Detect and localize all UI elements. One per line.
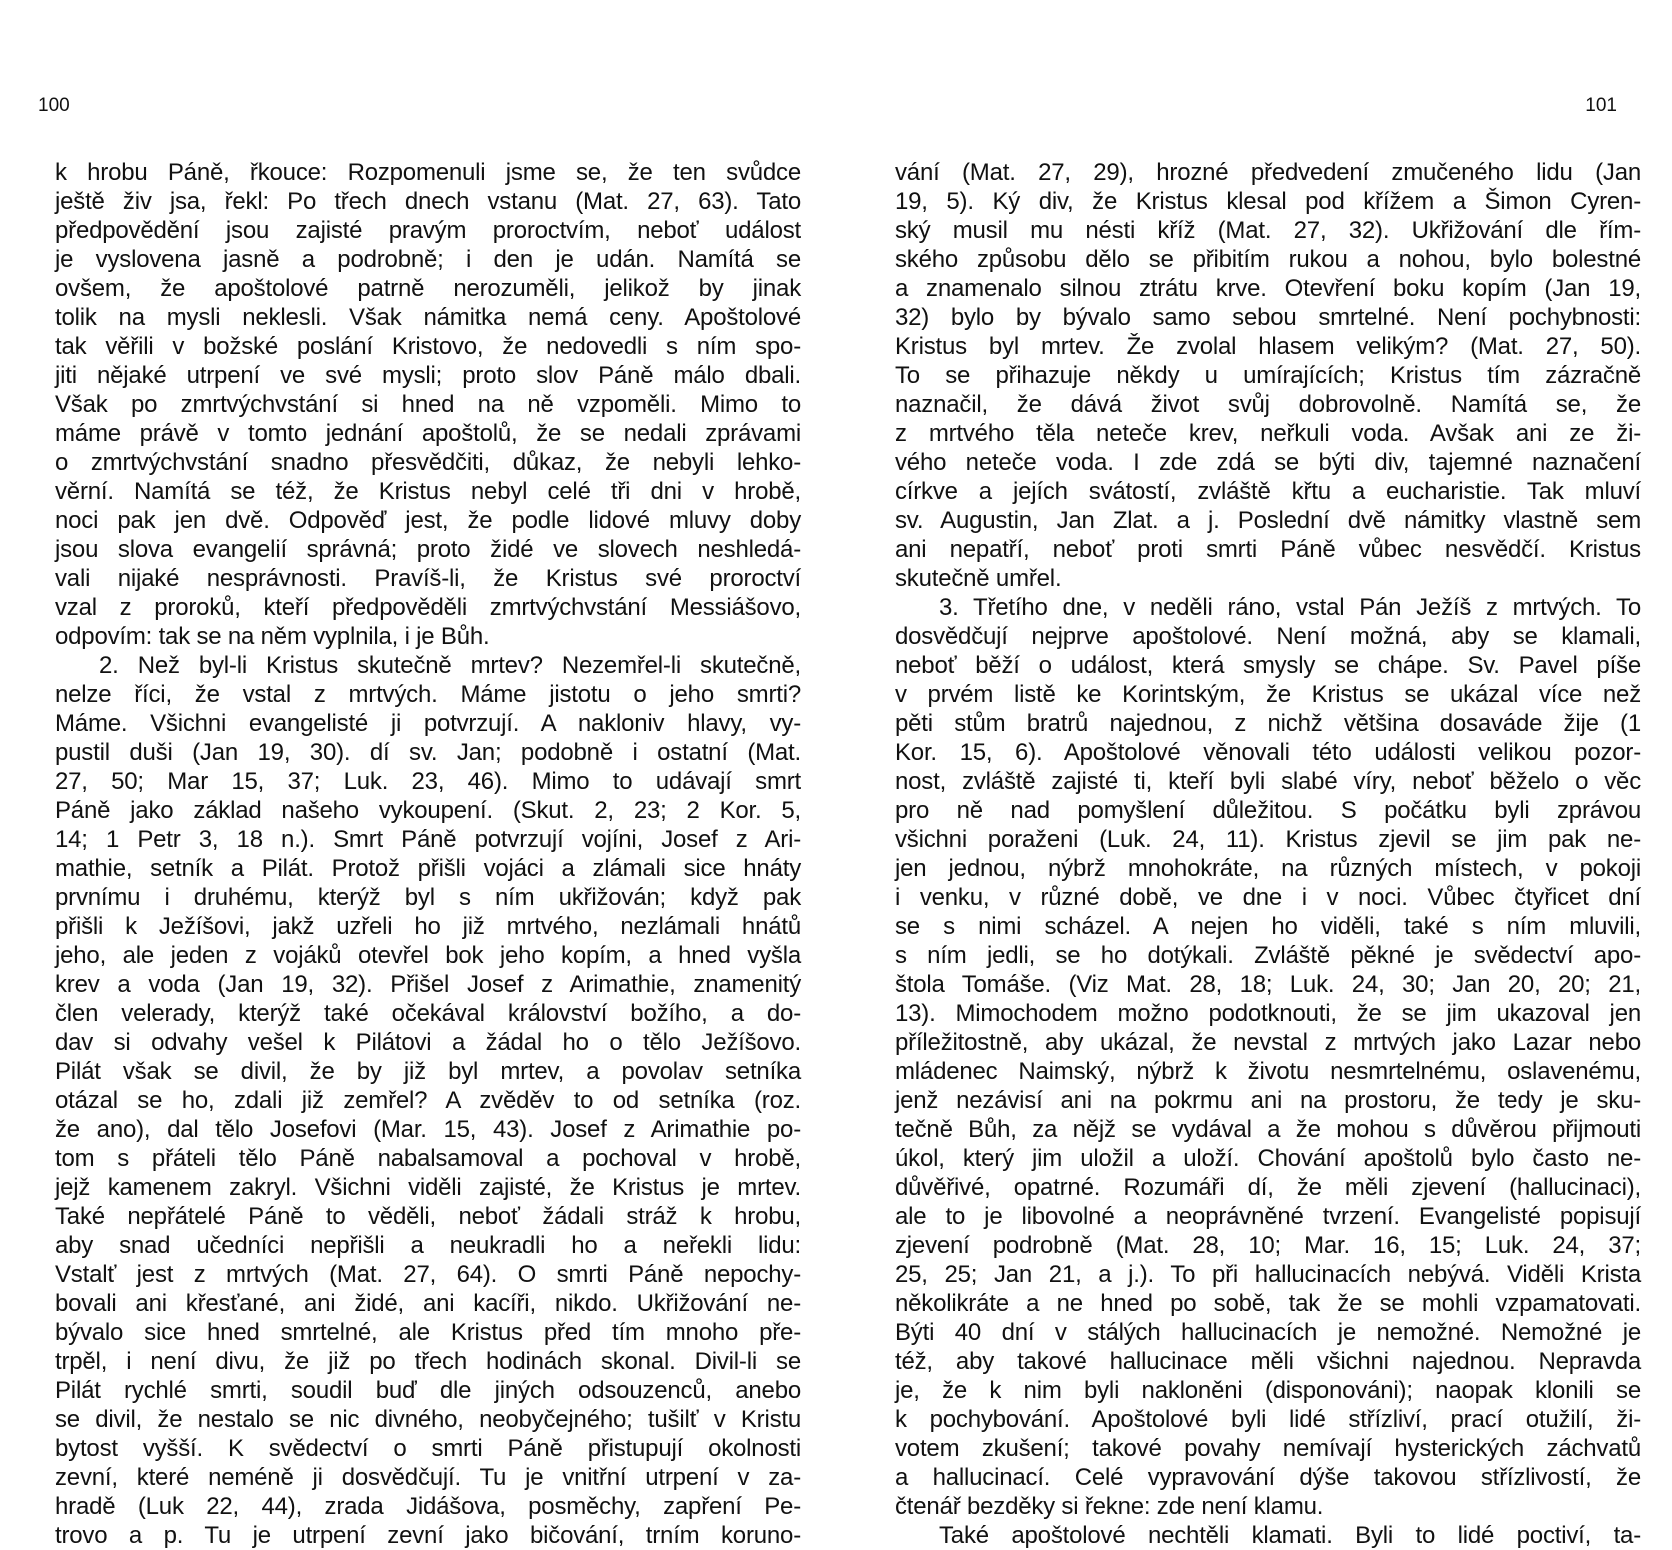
text-line: přišli k Ježíšovi, jakž uzřeli ho již mrtvého, nezlámali hnátů xyxy=(55,913,801,940)
text-line: nelze říci, že vstal z mrtvých. Máme jistotu o jeho smrti? xyxy=(55,681,801,708)
text-line: vzal z proroků, kteří předpověděli zmrtvýchvstání Messiášovo, xyxy=(55,594,801,621)
text-line: mathie, setník a Pilát. Protož přišli vojáci a zlámali sice hnáty xyxy=(55,855,801,882)
text-line: bývalo sice hned smrtelné, ale Kristus před tím mnoho pře- xyxy=(55,1319,801,1346)
text-line: tak věřili v božské poslání Kristovo, že nedovedli s ním spo- xyxy=(55,333,801,360)
text-line: tom s přáteli tělo Páně nabalsamoval a pochoval v hrobě, xyxy=(55,1145,801,1172)
text-line: tečně Bůh, za nějž se vydával a že mohou s důvěrou přijmouti xyxy=(895,1116,1641,1143)
text-line: bytost vyšší. K svědectví o smrti Páně přistupují okolnosti xyxy=(55,1435,801,1462)
text-line: To se přihazuje někdy u umírajících; Kristus tím zázračně xyxy=(895,362,1641,389)
text-line: a hallucinací. Celé vypravování dýše takovou střízlivostí, že xyxy=(895,1464,1641,1491)
text-line: o zmrtvýchvstání snadno přesvědčiti, důkaz, že nebyli lehko- xyxy=(55,449,801,476)
text-line: vání (Mat. 27, 29), hrozné předvedení zmučeného lidu (Jan xyxy=(895,159,1641,186)
text-line: z mrtvého těla neteče krev, neřkuli voda. Avšak ani ze ži- xyxy=(895,420,1641,447)
text-line: mládenec Naimský, nýbrž k životu nesmrtelnému, oslavenému, xyxy=(895,1058,1641,1085)
text-line: zevní, které neméně ji dosvědčují. Tu je vnitřní utrpení v za- xyxy=(55,1464,801,1491)
text-line: zjevení podrobně (Mat. 28, 10; Mar. 16, 15; Luk. 24, 37; xyxy=(895,1232,1641,1259)
text-line: člen velerady, kterýž také očekával království božího, a do- xyxy=(55,1000,801,1027)
text-line: naznačil, že dává život svůj dobrovolně. Namítá se, že xyxy=(895,391,1641,418)
text-line: 13). Mimochodem možno podotknouti, že se jim ukazoval jen xyxy=(895,1000,1641,1027)
text-line: 19, 5). Ký div, že Kristus klesal pod křížem a Šimon Cyren- xyxy=(895,188,1641,215)
text-line: je vyslovena jasně a podrobně; i den je udán. Namítá se xyxy=(55,246,801,273)
text-line: Také apoštolové nechtěli klamati. Byli to lidé poctiví, ta- xyxy=(939,1522,1641,1549)
left-page-number: 100 xyxy=(38,95,70,116)
text-line: jen jednou, nýbrž mnohokráte, na různých místech, v pokoji xyxy=(895,855,1641,882)
text-line: aby snad učedníci nepřišli a neukradli ho a neřekli lidu: xyxy=(55,1232,801,1259)
text-line: čtenář bezděky si řekne: zde není klamu. xyxy=(895,1493,1324,1520)
text-line: několikráte a ne hned po sobě, tak že se mohli vzpamatovati. xyxy=(895,1290,1641,1317)
text-line: votem zkušení; takové povahy nemívají hysterických záchvatů xyxy=(895,1435,1641,1462)
text-line: ale to je libovolné a neoprávněné tvrzení. Evangelisté popisují xyxy=(895,1203,1641,1230)
text-line: věrní. Namítá se též, že Kristus nebyl celé tři dni v hrobě, xyxy=(55,478,801,505)
text-line: Pilát však se divil, že by již byl mrtev, a povolav setníka xyxy=(55,1058,801,1085)
text-line: nost, zvláště zajisté ti, kteří byli slabé víry, neboť běželo o věc xyxy=(895,768,1641,795)
text-line: hradě (Luk 22, 44), zrada Jidášova, posměchy, zapření Pe- xyxy=(55,1493,801,1520)
text-line: všichni poraženi (Luk. 24, 11). Kristus zjevil se jim pak ne- xyxy=(895,826,1641,853)
text-line: vého neteče voda. I zde zdá se býti div, tajemné naznačení xyxy=(895,449,1641,476)
text-line: vali nijaké nesprávnosti. Pravíš-li, že Kristus své proroctví xyxy=(55,565,801,592)
text-line: 14; 1 Petr 3, 18 n.). Smrt Páně potvrzují vojíni, Josef z Ari- xyxy=(55,826,801,853)
text-line: s ním jedli, se ho dotýkali. Zvláště pěkné je svědectví apo- xyxy=(895,942,1641,969)
text-line: odpovím: tak se na něm vyplnila, i je Bůh. xyxy=(55,623,490,650)
text-line: otázal se ho, zdali již zemřel? A zvěděv to od setníka (roz. xyxy=(55,1087,801,1114)
text-line: skutečně umřel. xyxy=(895,565,1062,592)
text-line: 27, 50; Mar 15, 37; Luk. 23, 46). Mimo to udávají smrt xyxy=(55,768,801,795)
text-line: Máme. Všichni evangelisté ji potvrzují. A nakloniv hlavy, vy- xyxy=(55,710,801,737)
text-line: ještě živ jsa, řekl: Po třech dnech vstanu (Mat. 27, 63). Tato xyxy=(55,188,801,215)
text-line: úkol, který jim uložil a uloží. Chování apoštolů bylo často ne- xyxy=(895,1145,1641,1172)
text-line: jejž kamenem zakryl. Všichni viděli zajisté, že Kristus je mrtev. xyxy=(55,1174,801,1201)
text-line: dav si odvahy vešel k Pilátovi a žádal ho o tělo Ježíšovo. xyxy=(55,1029,801,1056)
text-line: neboť běží o událost, která smysly se chápe. Sv. Pavel píše xyxy=(895,652,1641,679)
text-line: bovali ani křesťané, ani židé, ani kacíři, nikdo. Ukřižování ne- xyxy=(55,1290,801,1317)
text-line: i venku, v různé době, ve dne i v noci. Vůbec čtyřicet dní xyxy=(895,884,1641,911)
text-line: ani nepatří, neboť proti smrti Páně vůbec nesvědčí. Kristus xyxy=(895,536,1641,563)
text-line: sv. Augustin, Jan Zlat. a j. Poslední dvě námitky vlastně sem xyxy=(895,507,1641,534)
text-line: předpovědění jsou zajisté pravým proroctvím, neboť událost xyxy=(55,217,801,244)
text-line: krev a voda (Jan 19, 32). Přišel Josef z Arimathie, znamenitý xyxy=(55,971,801,998)
text-line: máme právě v tomto jednání apoštolů, že se nedali zprávami xyxy=(55,420,801,447)
text-line: 3. Třetího dne, v neděli ráno, vstal Pán Ježíš z mrtvých. To xyxy=(939,594,1641,621)
text-line: ský musil mu nésti kříž (Mat. 27, 32). Ukřižování dle řím- xyxy=(895,217,1641,244)
text-line: jeho, ale jeden z vojáků otevřel bok jeho kopím, a hned vyšla xyxy=(55,942,801,969)
text-line: Vstalť jest z mrtvých (Mat. 27, 64). O smrti Páně nepochy- xyxy=(55,1261,801,1288)
right-page-number: 101 xyxy=(1585,95,1617,116)
text-line: je, že k nim byli nakloněni (disponováni); naopak klonili se xyxy=(895,1377,1641,1404)
text-line: jsou slova evangelií správná; proto židé ve slovech neshledá- xyxy=(55,536,801,563)
text-line: Však po zmrtvýchvstání si hned na ně vzpoměli. Mimo to xyxy=(55,391,801,418)
text-line: Také nepřátelé Páně to věděli, neboť žádali stráž k hrobu, xyxy=(55,1203,801,1230)
text-line: 32) bylo by bývalo samo sebou smrtelné. Není pochybnosti: xyxy=(895,304,1641,331)
text-line: dosvědčují nejprve apoštolové. Není možná, aby se klamali, xyxy=(895,623,1641,650)
text-line: trovo a p. Tu je utrpení zevní jako bičování, trním koruno- xyxy=(55,1522,801,1549)
text-line: ovšem, že apoštolové patrně nerozuměli, jelikož by jinak xyxy=(55,275,801,302)
text-line: se divil, že nestalo se nic divného, neobyčejného; tušilť v Kristu xyxy=(55,1406,801,1433)
text-line: k pochybování. Apoštolové byli lidé střízliví, prací otužilí, ži- xyxy=(895,1406,1641,1433)
text-line: Kor. 15, 6). Apoštolové věnovali této události velikou pozor- xyxy=(895,739,1641,766)
text-line: k hrobu Páně, řkouce: Rozpomenuli jsme se, že ten svůdce xyxy=(55,159,801,186)
text-line: pustil duši (Jan 19, 30). dí sv. Jan; podobně i ostatní (Mat. xyxy=(55,739,801,766)
left-page-text xyxy=(55,158,801,1550)
text-line: tolik na mysli neklesli. Však námitka nemá ceny. Apoštolové xyxy=(55,304,801,331)
text-line: ského způsobu dělo se přibitím rukou a nohou, bylo bolestné xyxy=(895,246,1641,273)
text-line: Pilát rychlé smrti, soudil buď dle jiných odsouzenců, anebo xyxy=(55,1377,801,1404)
text-line: že ano), dal tělo Josefovi (Mar. 15, 43). Josef z Arimathie po- xyxy=(55,1116,801,1143)
text-line: Kristus byl mrtev. Že zvolal hlasem velikým? (Mat. 27, 50). xyxy=(895,333,1641,360)
text-line: a znamenalo silnou ztrátu krve. Otevření boku kopím (Jan 19, xyxy=(895,275,1641,302)
text-line: se s nimi scházel. A nejen ho viděli, také s ním mluvili, xyxy=(895,913,1641,940)
text-line: 2. Než byl-li Kristus skutečně mrtev? Nezemřel-li skutečně, xyxy=(99,652,801,679)
right-page-text xyxy=(895,158,1641,1550)
text-line: prvnímu i druhému, kterýž byl s ním ukřižován; když pak xyxy=(55,884,801,911)
text-line: v prvém listě ke Korintským, že Kristus se ukázal více než xyxy=(895,681,1641,708)
text-line: jiti nějaké utrpení ve své mysli; proto slov Páně málo dbali. xyxy=(55,362,801,389)
text-line: jenž nezávisí ani na pokrmu ani na prostoru, že tedy je sku- xyxy=(895,1087,1641,1114)
text-line: důvěřivé, opatrné. Rozumáři dí, že měli zjevení (hallucinaci), xyxy=(895,1174,1641,1201)
text-line: štola Tomáše. (Viz Mat. 28, 18; Luk. 24, 30; Jan 20, 20; 21, xyxy=(895,971,1641,998)
text-line: Býti 40 dní v stálých hallucinacích je nemožné. Nemožné je xyxy=(895,1319,1641,1346)
text-line: příležitostně, aby ukázal, že nevstal z mrtvých jako Lazar nebo xyxy=(895,1029,1641,1056)
text-line: trpěl, i není divu, že již po třech hodinách skonal. Divil-li se xyxy=(55,1348,801,1375)
text-line: pro ně nad pomyšlení důležitou. S počátku byli zprávou xyxy=(895,797,1641,824)
text-line: 25, 25; Jan 21, a j.). To při hallucinacích nebývá. Viděli Krista xyxy=(895,1261,1641,1288)
text-line: pěti stům bratrů najednou, z nichž většina dosaváde žije (1 xyxy=(895,710,1641,737)
text-line: noci pak jen dvě. Odpověď jest, že podle lidové mluvy doby xyxy=(55,507,801,534)
text-line: Páně jako základ našeho vykoupení. (Skut. 2, 23; 2 Kor. 5, xyxy=(55,797,801,824)
text-line: též, aby takové hallucinace měli všichni najednou. Nepravda xyxy=(895,1348,1641,1375)
text-line: církve a jejích svátostí, zvláště křtu a eucharistie. Tak mluví xyxy=(895,478,1641,505)
